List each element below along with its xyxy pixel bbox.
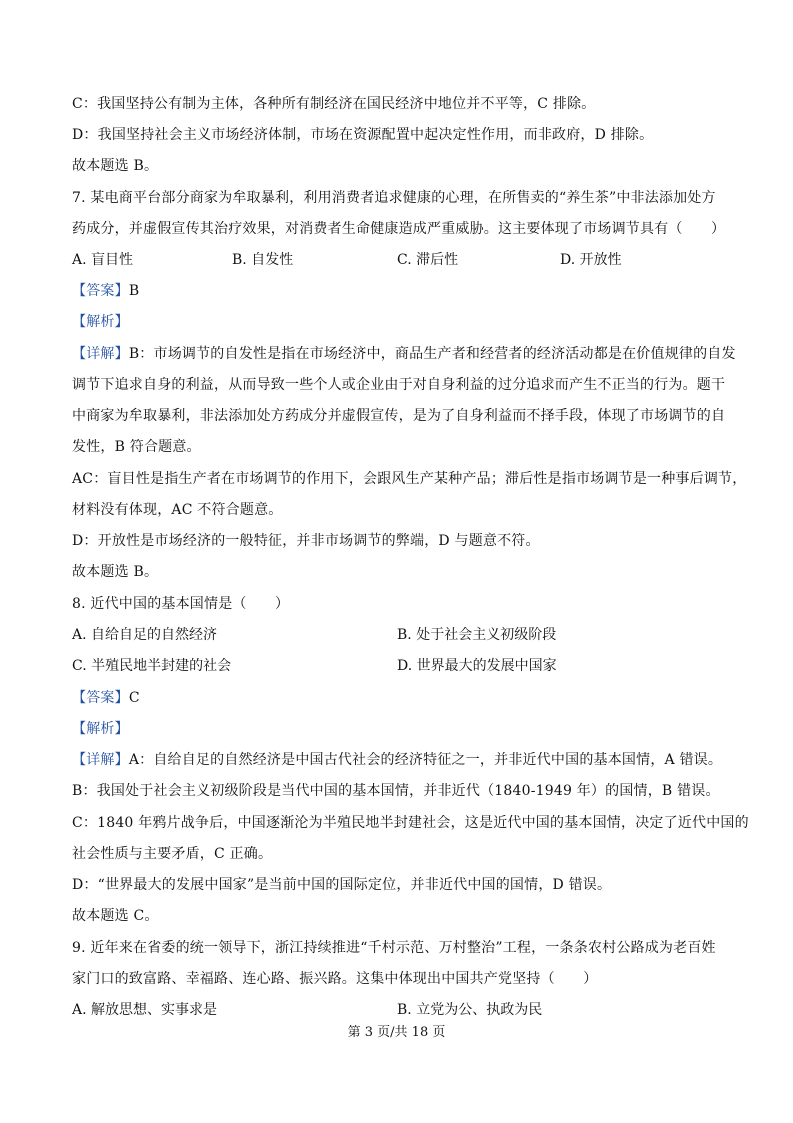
analysis-label: 【解析】 [72,721,129,737]
q6-option-c-explanation: C：我国坚持公有制为主体，各种所有制经济在国民经济中地位并不平等，C 排除。 [72,96,596,112]
detail-label: 【详解】 [72,346,129,362]
q8-analysis-label [72,719,731,739]
q8-detail-line-1 [72,750,731,770]
q7-detail-line-3: 中商家为牟取暴利，非法添加处方药成分并虚假宣传，是为了自身利益而不择手段，体现了市场调节的自 [72,408,726,424]
q9-option-a: A. 解放思想、实事求是 [72,1002,218,1018]
q7-option-c: C. 滞后性 [397,252,459,268]
q8-detail-line-2: B：我国处于社会主义初级阶段是当代中国的基本国情，并非近代（1840-1949 年）的国情，B 错误。 [72,783,720,799]
q9-option-b: B. 立党为公、执政为民 [397,1002,543,1018]
q7-stem-line-2: 药成分，并虚假宣传其治疗效果，对消费者生命健康造成严重威胁。这主要体现了市场调节具有（ ） [72,221,726,237]
q9-stem-line-2: 家门口的致富路、幸福路、连心路、振兴路。这集中体现出中国共产党坚持（ ） [72,971,598,987]
q7-answer [72,281,731,301]
q8-option-a: A. 自给自足的自然经济 [72,627,218,643]
q8-detail-line-5: D：“世界最大的发展中国家”是当前中国的国际定位，并非近代中国的国情，D 错误。 [72,877,612,893]
answer-value: B [128,283,140,299]
q7-option-d: D. 开放性 [560,252,622,268]
q7-detail-line-4: 发性，B 符合题意。 [72,439,201,455]
q8-conclusion: 故本题选 C。 [72,908,159,924]
answer-value: C [128,690,140,706]
analysis-label: 【解析】 [72,314,129,330]
page-footer: 第 3 页/共 18 页 [347,1025,446,1040]
q8-stem: 8. 近代中国的基本国情是（ ） [72,596,290,612]
q7-stem-line-1: 7. 某电商平台部分商家为牟取暴利，利用消费者追求健康的心理，在所售卖的“养生茶”中非法添加处方 [72,190,716,206]
q7-detail-line-1 [72,344,736,364]
q8-option-b: B. 处于社会主义初级阶段 [397,627,557,643]
q7-detail-line-7: D：开放性是市场经济的一般特征，并非市场调节的弊端，D 与题意不符。 [72,533,540,549]
answer-label: 【答案】 [72,283,129,299]
q8-option-d: D. 世界最大的发展中国家 [397,658,557,674]
q7-option-a: A. 盲目性 [72,252,134,268]
answer-label: 【答案】 [72,690,129,706]
q7-detail-line-2: 调节下追求自身的利益，从而导致一些个人或企业由于对自身利益的过分追求而产生不正当的行为。题干 [72,377,726,393]
detail-label: 【详解】 [72,752,129,768]
q8-option-c: C. 半殖民地半封建的社会 [72,658,232,674]
q7-conclusion: 故本题选 B。 [72,564,159,580]
q9-stem-line-1: 9. 近年来在省委的统一领导下，浙江持续推进“千村示范、万村整治”工程，一条条农村公路成为老百姓 [72,940,716,956]
q6-conclusion: 故本题选 B。 [72,158,159,174]
q8-detail-line-3: C：1840 年鸦片战争后，中国逐渐沦为半殖民地半封建社会，这是近代中国的基本国情，决定了近代中国的 [72,815,749,831]
q8-answer [72,688,731,708]
detail-text: A：自给自足的自然经济是中国古代社会的经济特征之一，并非近代中国的基本国情，A 错误。 [128,752,723,768]
q7-detail-line-6: 材料没有体现，AC 不符合题意。 [72,502,283,518]
q6-option-d-explanation: D：我国坚持社会主义市场经济体制，市场在资源配置中起决定性作用，而非政府，D 排除。 [72,127,654,143]
q7-analysis-label [72,312,731,332]
q7-detail-line-5: AC：盲目性是指生产者在市场调节的作用下，会跟风生产某种产品；滞后性是指市场调节是一种事后调节， [72,471,747,487]
detail-text: B：市场调节的自发性是指在市场经济中，商品生产者和经营者的经济活动都是在价值规律的自发 [128,346,736,362]
q8-detail-line-4: 社会性质与主要矛盾，C 正确。 [72,846,273,862]
q7-option-b: B. 自发性 [232,252,294,268]
